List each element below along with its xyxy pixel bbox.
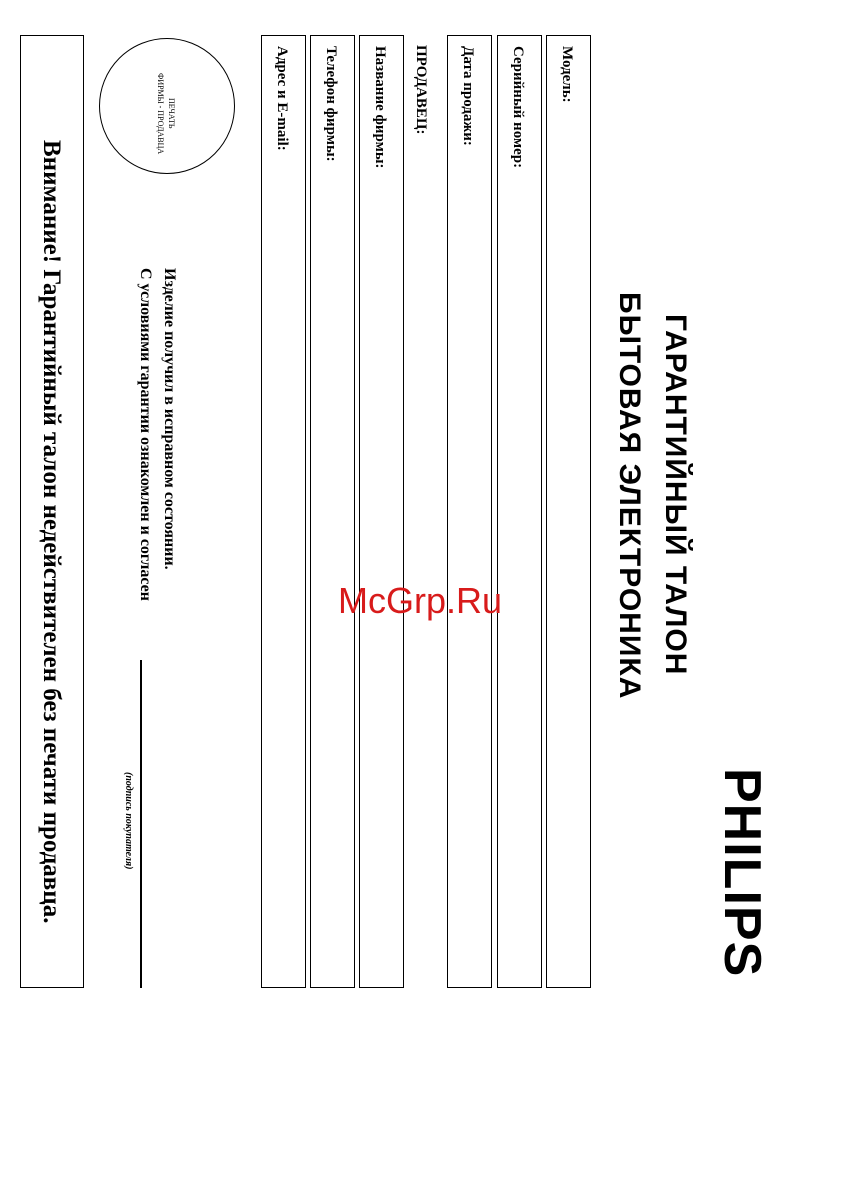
consent-line-1: Изделие получил в исправном состоянии. bbox=[161, 268, 178, 570]
address-email-label: Адрес и E-mail: bbox=[274, 46, 290, 151]
seller-stamp-area bbox=[99, 38, 235, 174]
brand-logo: PHILIPS bbox=[713, 768, 771, 978]
stamp-label bbox=[155, 73, 177, 154]
consent-line-2: С условиями гарантии ознакомлен и согласен bbox=[137, 268, 154, 601]
serial-number-label: Серийный номер: bbox=[510, 46, 526, 169]
company-name-label: Название фирмы: bbox=[372, 46, 388, 169]
warning-box bbox=[20, 35, 84, 988]
signature-line bbox=[140, 660, 142, 988]
serial-number-field[interactable] bbox=[497, 35, 542, 988]
watermark: McGrp.Ru bbox=[338, 580, 503, 621]
card-subtitle: БЫТОВАЯ ЭЛЕКТРОНИКА bbox=[613, 292, 646, 700]
model-field[interactable] bbox=[546, 35, 591, 988]
stamp-label-line2: ФИРМЫ - ПРОДАВЦА bbox=[156, 73, 165, 155]
seller-heading: ПРОДАВЕЦ: bbox=[413, 45, 429, 135]
warning-text: Внимание! Гарантийный талон недействителен без печати продавца. bbox=[38, 140, 65, 924]
address-email-field[interactable] bbox=[261, 35, 306, 988]
card-title: ГАРАНТИЙНЫЙ ТАЛОН bbox=[659, 314, 692, 676]
company-phone-field[interactable] bbox=[310, 35, 355, 988]
company-name-field[interactable] bbox=[359, 35, 404, 988]
model-label: Модель: bbox=[559, 46, 575, 103]
signature-caption: (подпись покупателя) bbox=[123, 772, 134, 870]
sale-date-label: Дата продажи: bbox=[460, 46, 476, 146]
company-phone-label: Телефон фирмы: bbox=[323, 46, 339, 162]
sale-date-field[interactable] bbox=[447, 35, 492, 988]
stamp-label-line1: ПЕЧАТЬ bbox=[167, 98, 176, 129]
